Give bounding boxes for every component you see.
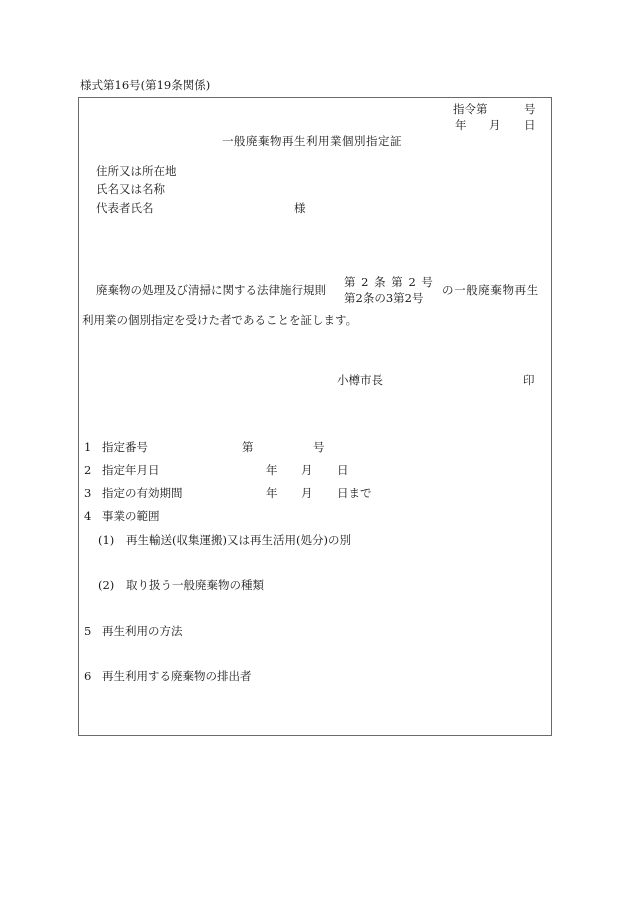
certification-line1-tail: の一般廃棄物再生 <box>442 283 539 297</box>
item-4-number: 4 <box>84 509 92 523</box>
item-3-day-until: 日まで <box>337 486 372 500</box>
item-2-month: 月 <box>301 463 313 477</box>
item-1-suffix: 号 <box>313 440 325 454</box>
item-3-label: 指定の有効期間 <box>102 486 183 500</box>
item-4-sub2-number: (2) <box>98 578 115 592</box>
item-2-year: 年 <box>266 463 278 477</box>
item-4-sub1-number: (1) <box>98 533 115 547</box>
law-name: 廃棄物の処理及び清掃に関する法律施行規則 <box>96 283 326 297</box>
item-4-label: 事業の範囲 <box>102 509 160 523</box>
address-label: 住所又は所在地 <box>96 164 177 178</box>
item-4-sub1-label: 再生輸送(収集運搬)又は再生活用(処分)の別 <box>126 533 351 547</box>
item-2-label: 指定年月日 <box>102 463 160 477</box>
issue-day: 日 <box>524 118 536 132</box>
issue-number-suffix: 号 <box>524 102 536 116</box>
honorific: 様 <box>294 201 306 215</box>
article-option-1: 第 2 条 第 2 号 <box>344 275 434 289</box>
issue-number-prefix: 指令第 <box>453 102 488 116</box>
document-title: 一般廃棄物再生利用業個別指定証 <box>222 134 402 148</box>
form-number-label: 様式第16号(第19条関係) <box>80 78 211 92</box>
item-3-year: 年 <box>266 486 278 500</box>
item-6-number: 6 <box>84 669 92 683</box>
issuer-name: 小樽市長 <box>337 373 383 387</box>
issue-year: 年 <box>455 118 467 132</box>
item-3-number: 3 <box>84 486 92 500</box>
seal-mark: 印 <box>523 373 535 387</box>
representative-label: 代表者氏名 <box>96 201 154 215</box>
name-label: 氏名又は名称 <box>96 182 165 196</box>
certification-line2: 利用業の個別指定を受けた者であることを証します。 <box>82 313 358 327</box>
issue-month: 月 <box>489 118 501 132</box>
item-3-month: 月 <box>301 486 313 500</box>
item-1-prefix: 第 <box>242 440 254 454</box>
item-5-number: 5 <box>84 624 92 638</box>
item-6-label: 再生利用する廃棄物の排出者 <box>102 669 252 683</box>
item-1-number: 1 <box>84 440 92 454</box>
article-option-2: 第2条の3第2号 <box>344 291 424 305</box>
item-2-number: 2 <box>84 463 92 477</box>
item-1-label: 指定番号 <box>102 440 148 454</box>
item-2-day: 日 <box>337 463 349 477</box>
item-4-sub2-label: 取り扱う一般廃棄物の種類 <box>126 578 264 592</box>
item-5-label: 再生利用の方法 <box>102 624 183 638</box>
